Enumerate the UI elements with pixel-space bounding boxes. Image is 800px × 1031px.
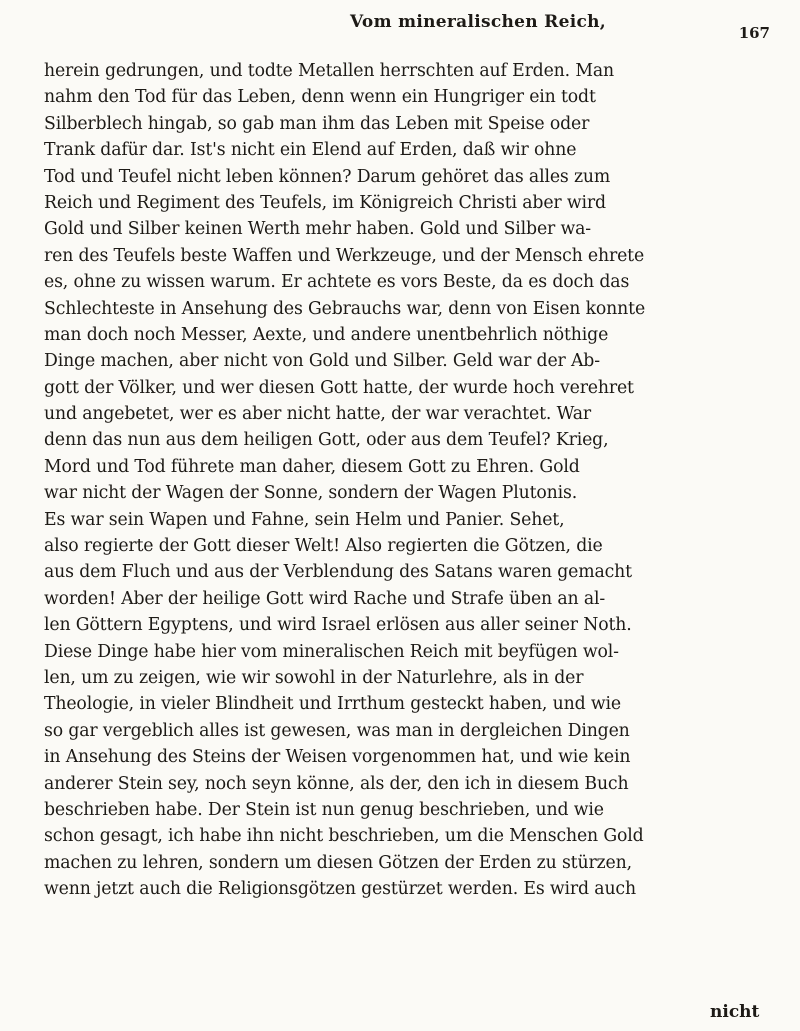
text-line: Theologie, in vieler Blindheit und Irrthum gesteckt haben, und wie: [44, 694, 621, 715]
text-line: herein gedrungen, und todte Metallen herrschten auf Erden. Man: [44, 61, 615, 81]
text-line: len Göttern Egyptens, und wird Israel erlösen aus aller seiner Noth.: [44, 615, 632, 636]
text-line: in Ansehung des Steins der Weisen vorgenommen hat, und wie kein: [44, 747, 631, 768]
text-line: Trank dafür dar. Ist's nicht ein Elend auf Erden, daß wir ohne: [44, 140, 577, 161]
text-line: und angebetet, wer es aber nicht hatte, der war verachtet. War: [44, 404, 591, 425]
text-line: len, um zu zeigen, wie wir sowohl in der Naturlehre, als in der: [44, 667, 584, 688]
running-head: [120, 8, 780, 58]
text-line: anderer Stein sey, noch seyn könne, als der, den ich in diesem Buch: [44, 773, 629, 794]
text-line: Mord und Tod führete man daher, diesem Gott zu Ehren. Gold: [44, 456, 580, 477]
text-line: Dinge machen, aber nicht von Gold und Silber. Geld war der Ab-: [44, 351, 600, 372]
page-number: 167: [738, 24, 770, 42]
text-line: machen zu lehren, sondern um diesen Götzen der Erden zu stürzen,: [44, 852, 632, 873]
text-line: denn das nun aus dem heiligen Gott, oder aus dem Teufel? Krieg,: [44, 430, 609, 451]
running-head-title: Vom mineralischen Reich,: [350, 12, 606, 32]
text-line: Tod und Teufel nicht leben können? Darum gehöret das alles zum: [44, 166, 611, 187]
text-line: beschrieben habe. Der Stein ist nun genug beschrieben, und wie: [44, 799, 604, 820]
text-line: man doch noch Messer, Aexte, und andere unentbehrlich nöthige: [44, 324, 609, 345]
text-line: gott der Völker, und wer diesen Gott hatte, der wurde hoch verehret: [44, 377, 634, 398]
catchword: nicht: [710, 1002, 760, 1022]
text-line: Silberblech hingab, so gab man ihm das Leben mit Speise oder: [44, 113, 590, 134]
text-line: war nicht der Wagen der Sonne, sondern der Wagen Plutonis.: [44, 483, 578, 504]
body-text: [44, 58, 774, 903]
text-line: ren des Teufels beste Waffen und Werkzeuge, und der Mensch ehrete: [44, 245, 645, 266]
text-line: Schlechteste in Ansehung des Gebrauchs war, denn von Eisen konnte: [44, 298, 646, 319]
text-line: Reich und Regiment des Teufels, im Königreich Christi aber wird: [44, 192, 606, 213]
text-line: Gold und Silber keinen Werth mehr haben. Gold und Silber wa-: [44, 219, 591, 240]
text-line: worden! Aber der heilige Gott wird Rache und Strafe üben an al-: [44, 588, 606, 609]
text-line: es, ohne zu wissen warum. Er achtete es vors Beste, da es doch das: [44, 272, 630, 293]
text-line: nahm den Tod für das Leben, denn wenn ein Hungriger ein todt: [44, 87, 596, 108]
text-line: Es war sein Wapen und Fahne, sein Helm und Panier. Sehet,: [44, 509, 565, 530]
text-line: Diese Dinge habe hier vom mineralischen Reich mit beyfügen wol-: [44, 641, 619, 662]
text-line: wenn jetzt auch die Religionsgötzen gestürzet werden. Es wird auch: [44, 879, 636, 900]
text-line: also regierte der Gott dieser Welt! Also regierten die Götzen, die: [44, 536, 603, 557]
text-line: so gar vergeblich alles ist gewesen, was man in dergleichen Dingen: [44, 720, 630, 741]
text-line: schon gesagt, ich habe ihn nicht beschrieben, um die Menschen Gold: [44, 826, 644, 847]
text-line: aus dem Fluch und aus der Verblendung des Satans waren gemacht: [44, 562, 632, 583]
